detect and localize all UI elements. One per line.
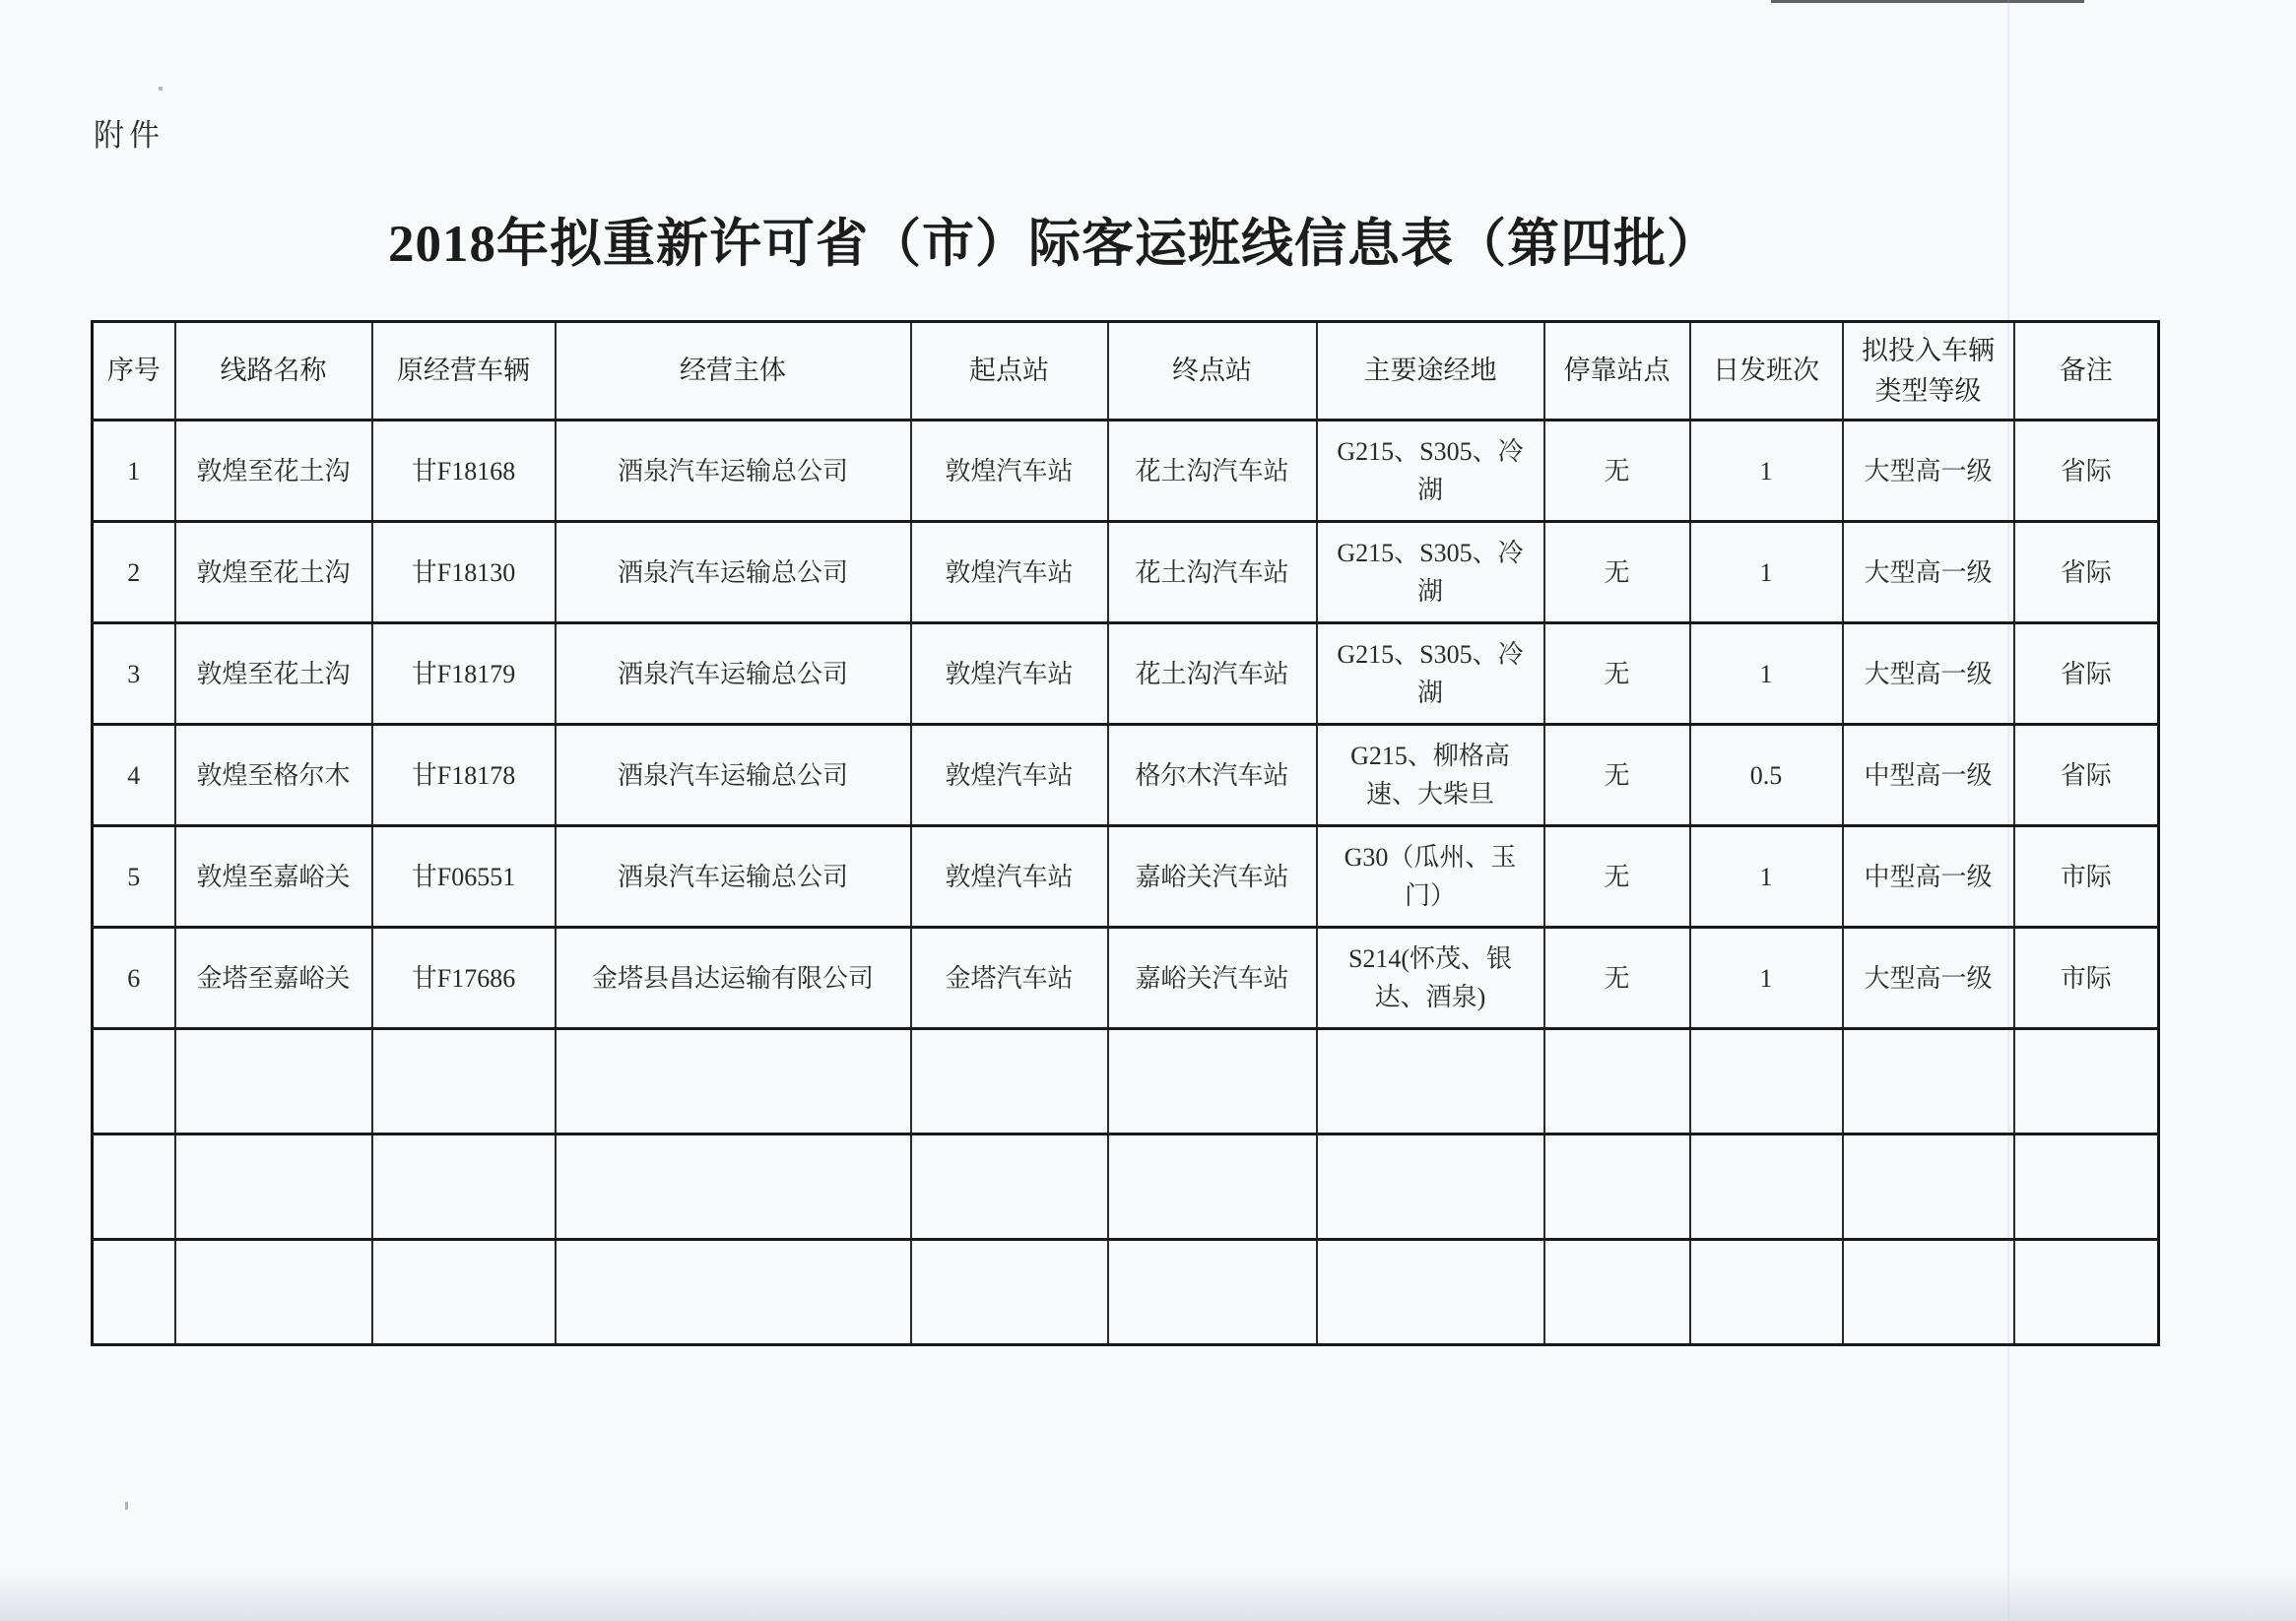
column-header: 主要途经地 xyxy=(1317,322,1544,421)
table-cell: 酒泉汽车运输总公司 xyxy=(556,522,911,623)
table-cell: 敦煌汽车站 xyxy=(911,623,1108,725)
route-info-table xyxy=(91,320,2160,1346)
table-cell: 酒泉汽车运输总公司 xyxy=(556,623,911,725)
attachment-label: 附件 xyxy=(94,118,164,153)
table-row xyxy=(93,1029,2159,1135)
table-cell: 市际 xyxy=(2014,928,2159,1029)
table-cell: 敦煌至格尔木 xyxy=(175,725,372,826)
table-cell xyxy=(1544,1135,1690,1240)
table-cell xyxy=(1544,1240,1690,1345)
table-row xyxy=(93,421,2159,522)
column-header: 拟投入车辆类型等级 xyxy=(1843,322,2014,421)
table-row xyxy=(93,928,2159,1029)
table-cell: 甘F18178 xyxy=(372,725,556,826)
table-body xyxy=(93,421,2159,1345)
table-cell xyxy=(1690,1240,1843,1345)
table-cell: 花土沟汽车站 xyxy=(1108,522,1317,623)
table-cell xyxy=(1544,1029,1690,1135)
column-header: 终点站 xyxy=(1108,322,1317,421)
table-cell: 6 xyxy=(93,928,175,1029)
table-cell xyxy=(911,1240,1108,1345)
table-cell xyxy=(1843,1135,2014,1240)
table-cell: 1 xyxy=(1690,522,1843,623)
table-cell xyxy=(1108,1029,1317,1135)
table-cell xyxy=(556,1029,911,1135)
table-cell xyxy=(1317,1029,1544,1135)
table-cell: 格尔木汽车站 xyxy=(1108,725,1317,826)
table-cell: 敦煌汽车站 xyxy=(911,725,1108,826)
table-cell: 甘F18130 xyxy=(372,522,556,623)
table-cell: 酒泉汽车运输总公司 xyxy=(556,725,911,826)
table-cell: 敦煌至花土沟 xyxy=(175,623,372,725)
column-header: 日发班次 xyxy=(1690,322,1843,421)
table-cell xyxy=(1843,1240,2014,1345)
table-row xyxy=(93,522,2159,623)
table-cell xyxy=(2014,1135,2159,1240)
column-header: 停靠站点 xyxy=(1544,322,1690,421)
table-cell: 省际 xyxy=(2014,421,2159,522)
scan-speck xyxy=(159,87,163,91)
table-cell xyxy=(93,1135,175,1240)
table-cell xyxy=(93,1240,175,1345)
table-cell: G215、柳格高速、大柴旦 xyxy=(1317,725,1544,826)
table-cell xyxy=(1317,1135,1544,1240)
table-cell: 花土沟汽车站 xyxy=(1108,421,1317,522)
table-cell xyxy=(1690,1029,1843,1135)
table-cell: 大型高一级 xyxy=(1843,522,2014,623)
column-header: 线路名称 xyxy=(175,322,372,421)
table-cell: 酒泉汽车运输总公司 xyxy=(556,826,911,928)
column-header: 备注 xyxy=(2014,322,2159,421)
table-cell: 省际 xyxy=(2014,522,2159,623)
table-cell: 敦煌至嘉峪关 xyxy=(175,826,372,928)
table-cell: 市际 xyxy=(2014,826,2159,928)
table-cell: 敦煌至花土沟 xyxy=(175,421,372,522)
table-cell: 金塔县昌达运输有限公司 xyxy=(556,928,911,1029)
table-cell xyxy=(372,1029,556,1135)
table-cell: 4 xyxy=(93,725,175,826)
column-header: 经营主体 xyxy=(556,322,911,421)
scan-bottom-shadow xyxy=(0,1570,2296,1621)
table-cell: 花土沟汽车站 xyxy=(1108,623,1317,725)
table-cell: 无 xyxy=(1544,928,1690,1029)
table-cell: 1 xyxy=(1690,623,1843,725)
table-cell: 1 xyxy=(1690,928,1843,1029)
table-cell: 0.5 xyxy=(1690,725,1843,826)
table-cell xyxy=(911,1135,1108,1240)
table-cell xyxy=(175,1029,372,1135)
table-cell: 1 xyxy=(1690,826,1843,928)
table-cell: 甘F18168 xyxy=(372,421,556,522)
table-row xyxy=(93,725,2159,826)
table-cell: G215、S305、冷湖 xyxy=(1317,421,1544,522)
scan-speck xyxy=(125,1502,128,1510)
table-cell: 2 xyxy=(93,522,175,623)
table-cell: 中型高一级 xyxy=(1843,826,2014,928)
table-cell: G215、S305、冷湖 xyxy=(1317,522,1544,623)
table-cell: 嘉峪关汽车站 xyxy=(1108,826,1317,928)
table-cell: 金塔至嘉峪关 xyxy=(175,928,372,1029)
table-cell: G215、S305、冷湖 xyxy=(1317,623,1544,725)
table-cell: 中型高一级 xyxy=(1843,725,2014,826)
table-cell: 甘F17686 xyxy=(372,928,556,1029)
table-cell: 无 xyxy=(1544,826,1690,928)
page-title: 2018年拟重新许可省（市）际客运班线信息表（第四批） xyxy=(388,216,1720,273)
table-cell: 大型高一级 xyxy=(1843,623,2014,725)
table-cell xyxy=(372,1240,556,1345)
table-row xyxy=(93,826,2159,928)
table-cell: 大型高一级 xyxy=(1843,421,2014,522)
table-cell: 3 xyxy=(93,623,175,725)
table-cell: 5 xyxy=(93,826,175,928)
table-cell xyxy=(2014,1029,2159,1135)
table-cell xyxy=(1108,1135,1317,1240)
table-cell: 无 xyxy=(1544,725,1690,826)
table-header-row xyxy=(93,322,2159,421)
table-cell: 1 xyxy=(93,421,175,522)
table-row xyxy=(93,1135,2159,1240)
table-cell: 嘉峪关汽车站 xyxy=(1108,928,1317,1029)
table-cell xyxy=(372,1135,556,1240)
table-cell xyxy=(175,1240,372,1345)
scan-edge-artifact xyxy=(1771,0,2084,3)
table-cell: 酒泉汽车运输总公司 xyxy=(556,421,911,522)
table-cell: 大型高一级 xyxy=(1843,928,2014,1029)
table-cell: 1 xyxy=(1690,421,1843,522)
table-cell: S214(怀茂、银达、酒泉) xyxy=(1317,928,1544,1029)
table-cell xyxy=(93,1029,175,1135)
table-cell: G30（瓜州、玉门） xyxy=(1317,826,1544,928)
table-cell xyxy=(1690,1135,1843,1240)
table-cell: 无 xyxy=(1544,623,1690,725)
table-cell xyxy=(1317,1240,1544,1345)
table-cell xyxy=(175,1135,372,1240)
table-cell: 敦煌汽车站 xyxy=(911,826,1108,928)
table-row xyxy=(93,1240,2159,1345)
table-cell: 无 xyxy=(1544,522,1690,623)
table-cell: 甘F18179 xyxy=(372,623,556,725)
column-header: 序号 xyxy=(93,322,175,421)
table-cell xyxy=(556,1240,911,1345)
table-header xyxy=(93,322,2159,421)
table-cell: 金塔汽车站 xyxy=(911,928,1108,1029)
table-cell xyxy=(911,1029,1108,1135)
table-cell xyxy=(556,1135,911,1240)
table-cell xyxy=(1843,1029,2014,1135)
column-header: 起点站 xyxy=(911,322,1108,421)
table-cell: 省际 xyxy=(2014,725,2159,826)
table-cell: 甘F06551 xyxy=(372,826,556,928)
table-row xyxy=(93,623,2159,725)
table-cell: 敦煌汽车站 xyxy=(911,522,1108,623)
column-header: 原经营车辆 xyxy=(372,322,556,421)
table-cell xyxy=(2014,1240,2159,1345)
table-cell: 敦煌至花土沟 xyxy=(175,522,372,623)
table-cell: 无 xyxy=(1544,421,1690,522)
table-cell: 省际 xyxy=(2014,623,2159,725)
table-cell: 敦煌汽车站 xyxy=(911,421,1108,522)
table-cell xyxy=(1108,1240,1317,1345)
